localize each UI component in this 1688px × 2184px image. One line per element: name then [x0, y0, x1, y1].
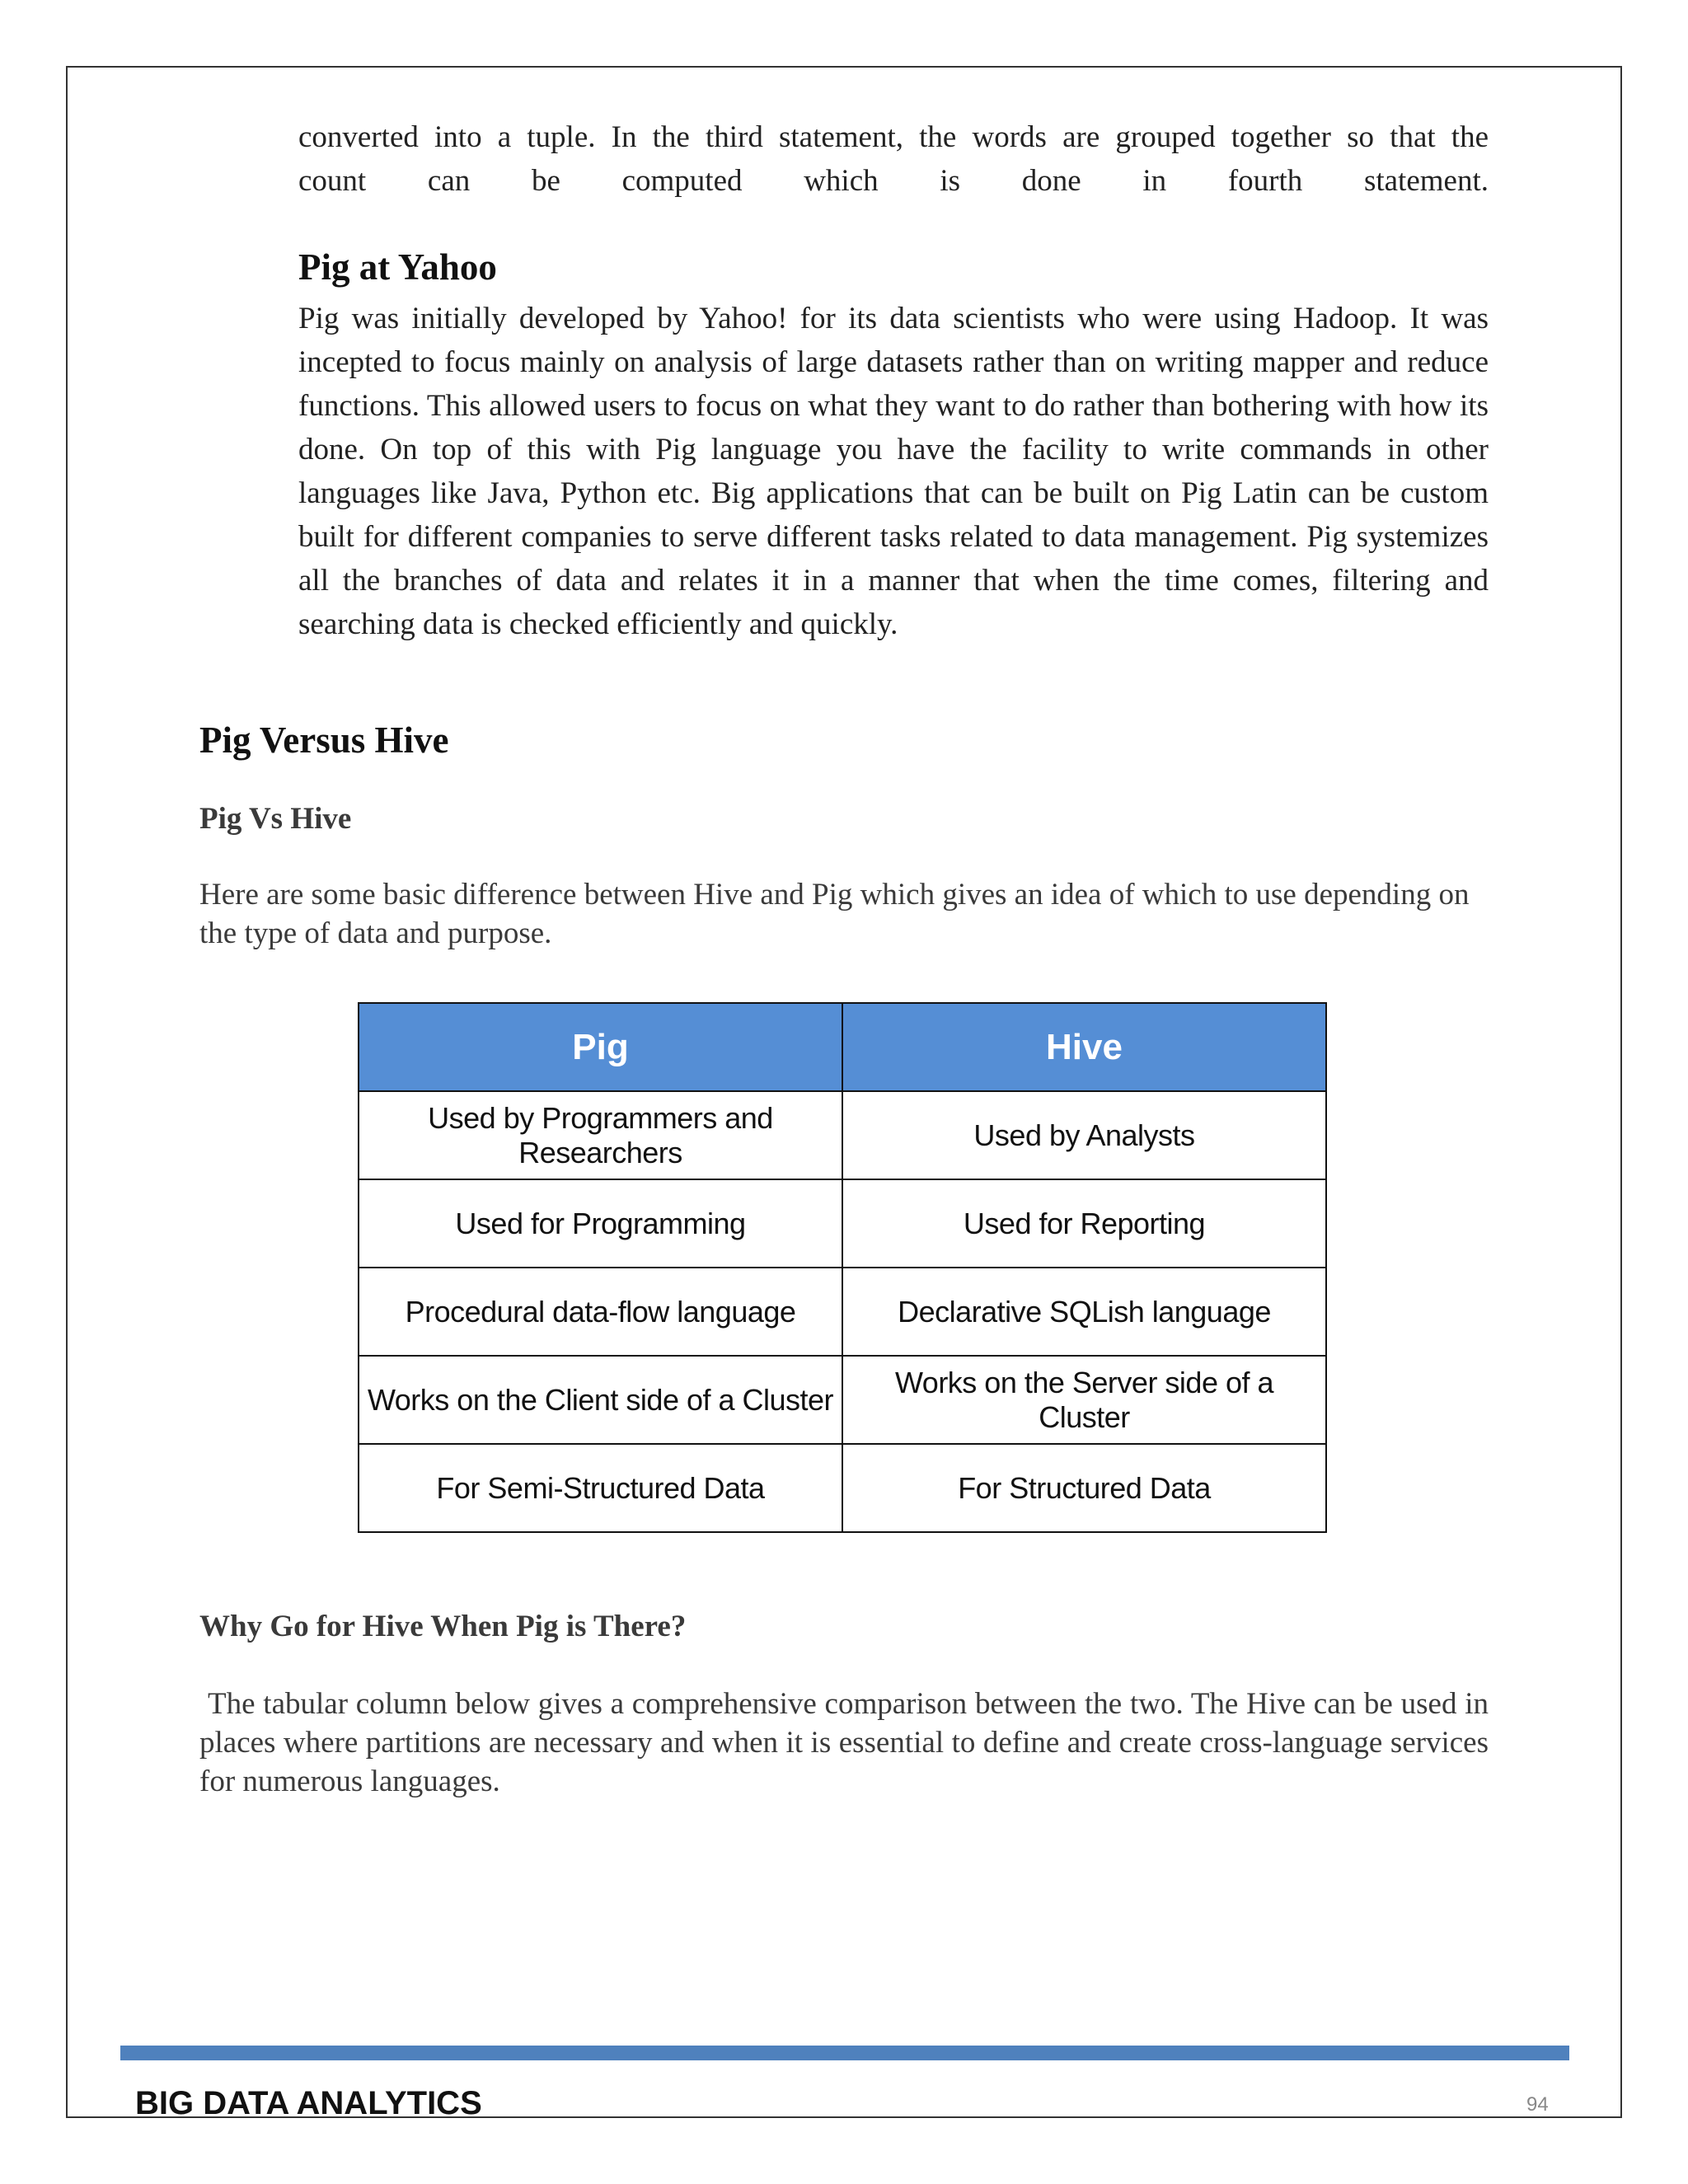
pig-versus-hive-section	[199, 719, 1489, 762]
pig-at-yahoo-section	[298, 246, 1489, 288]
why-hive-heading: Why Go for Hive When Pig is There?	[199, 1610, 687, 1643]
pig-vs-hive-subsection	[199, 801, 1489, 837]
table-cell-hive: Used by Analysts	[842, 1091, 1326, 1179]
table-cell-hive: Declarative SQLish language	[842, 1268, 1326, 1356]
pig-versus-hive-heading: Pig Versus Hive	[199, 719, 449, 761]
intro-text	[298, 115, 1489, 203]
table-row	[359, 1444, 1326, 1532]
table-row	[359, 1268, 1326, 1356]
why-hive-section	[199, 1609, 1489, 1644]
table-cell-pig: Used by Programmers and Researchers	[359, 1091, 842, 1179]
why-hive-paragraph: The tabular column below gives a comprehensive comparison between the two. The Hive can be used in places where partitions are necessary and when it is essential to define and create cross-language services for numerous languages.	[199, 1687, 1489, 1798]
table-cell-pig: Procedural data-flow language	[359, 1268, 842, 1356]
pig-at-yahoo-body	[298, 297, 1489, 646]
table-cell-pig: For Semi-Structured Data	[359, 1444, 842, 1532]
table-cell-hive: Works on the Server side of a Cluster	[842, 1356, 1326, 1444]
table-row	[359, 1179, 1326, 1268]
table-cell-pig: Works on the Client side of a Cluster	[359, 1356, 842, 1444]
comparison-table	[358, 1002, 1327, 1533]
footer-title: BIG DATA ANALYTICS	[135, 2085, 482, 2121]
pig-at-yahoo-heading: Pig at Yahoo	[298, 246, 497, 288]
intro-line-1: converted into a tuple. In the third statement, the words are grouped together so that the	[298, 120, 1489, 154]
table-header-pig: Pig	[359, 1003, 842, 1091]
intro-line-2: count can be computed which is done in fourth statement.	[298, 164, 1489, 198]
table-cell-hive: For Structured Data	[842, 1444, 1326, 1532]
table-cell-pig: Used for Programming	[359, 1179, 842, 1268]
pig-vs-hive-paragraph: Here are some basic difference between Hive and Pig which gives an idea of which to use depending on the type of data and purpose.	[199, 878, 1470, 950]
table-header-hive: Hive	[842, 1003, 1326, 1091]
why-hive-body	[199, 1685, 1489, 1801]
table-row	[359, 1091, 1326, 1179]
table-row	[359, 1356, 1326, 1444]
pig-vs-hive-intro	[199, 875, 1489, 953]
pig-at-yahoo-paragraph: Pig was initially developed by Yahoo! for its data scientists who were using Hadoop. It was incepted to focus mainly on analysis of large datasets rather than on writing mapper and reduce functions. This allowed users to focus on what they want to do rather than bothering with how its done. On top of this with Pig language you have the facility to write commands in other languages like Java, Python etc. Big applications that can be built on Pig Latin can be custom built for different companies to serve different tasks related to data management. Pig systemizes all the branches of data and relates it in a manner that when the time comes, filtering and searching data is checked efficiently and quickly.	[298, 302, 1489, 641]
page-number: 94	[1526, 2093, 1549, 2116]
table-cell-hive: Used for Reporting	[842, 1179, 1326, 1268]
table-header-row	[359, 1003, 1326, 1091]
pig-vs-hive-subheading: Pig Vs Hive	[199, 802, 352, 836]
footer-bar	[120, 2046, 1569, 2060]
